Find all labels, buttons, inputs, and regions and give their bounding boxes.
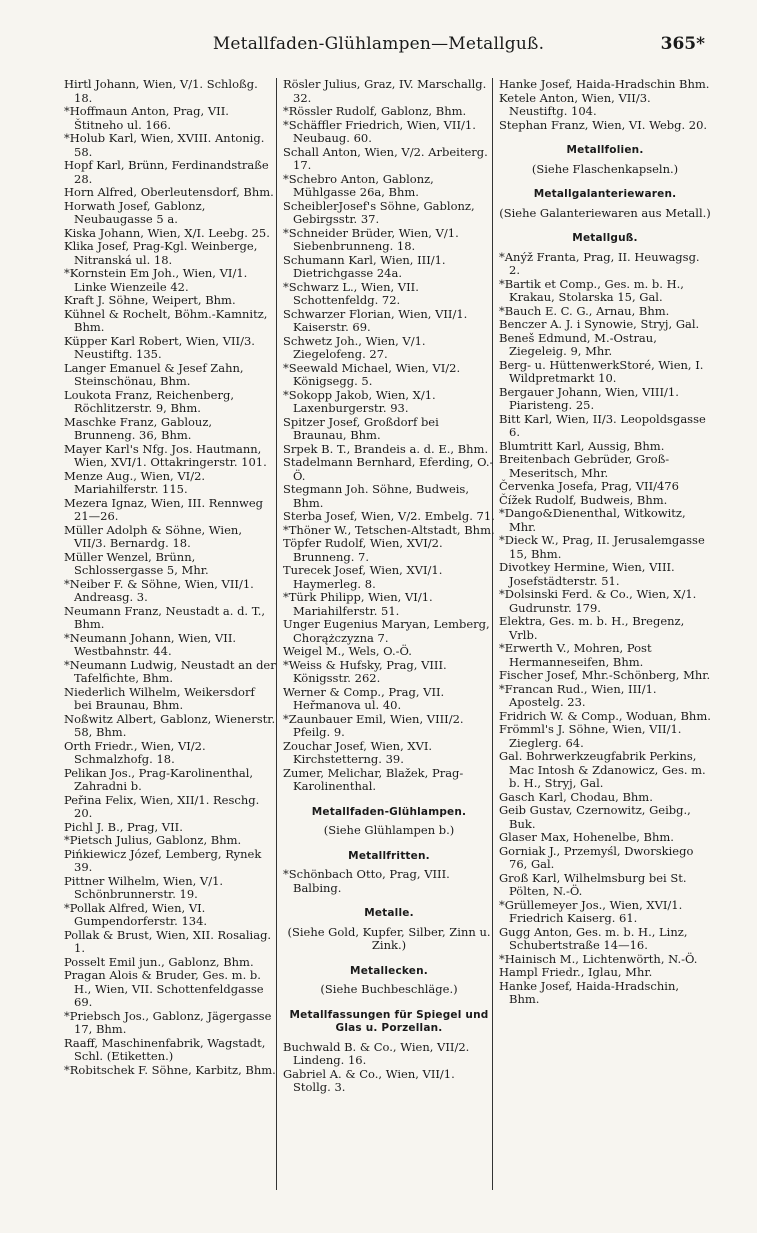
directory-entry: Pelikan Jos., Prag-Karolinenthal, Zahradni b. — [64, 765, 254, 793]
column-1 — [64, 78, 276, 1077]
directory-entry: Berg- u. HüttenwerkStoré, Wien, I. Wildpretmarkt 10. — [499, 357, 704, 385]
directory-entry: Pichl J. B., Prag, VII. — [64, 819, 183, 834]
directory-entry: Geib Gustav, Czernowitz, Geibg., Buk. — [499, 803, 691, 831]
directory-entry: *Bartik et Comp., Ges. m. b. H., Krakau, Stolarska 15, Gal. — [499, 276, 684, 304]
directory-entry: Maschke Franz, Gablouz, Brunneng. 36, Bhm. — [64, 414, 213, 442]
section-heading: Metallfritten. — [348, 849, 430, 862]
directory-entry: *Anýž Franta, Prag, II. Heuwagsg. 2. — [499, 249, 700, 277]
directory-entry: Müller Adolph & Söhne, Wien, VII/3. Bernardg. 18. — [64, 522, 242, 550]
directory-entry: Mayer Karl's Nfg. Jos. Hautmann, Wien, XVI/1. Ottakringerstr. 101. — [64, 441, 267, 469]
directory-entry: *Sokopp Jakob, Wien, X/1. Laxenburgerstr. 93. — [283, 387, 436, 415]
directory-entry: Divotkey Hermine, Wien, VIII. Josefstädterstr. 51. — [499, 560, 675, 588]
directory-entry: Schall Anton, Wien, V/2. Arbeiterg. 17. — [283, 144, 488, 172]
directory-entry: Kraft J. Söhne, Weipert, Bhm. — [64, 293, 236, 307]
cross-reference-note: (Siehe Glühlampen b.) — [323, 823, 455, 837]
directory-entry: Horn Alfred, Oberleutensdorf, Bhm. — [64, 185, 274, 199]
directory-entry: Müller Wenzel, Brünn, Schlossergasse 5, Mhr. — [64, 549, 209, 577]
directory-entry: Kühnel & Rochelt, Böhm.-Kamnitz, Bhm. — [64, 306, 268, 334]
directory-entry: *Schäffler Friedrich, Wien, VII/1. Neubaug. 60. — [283, 117, 476, 145]
directory-entry: Fischer Josef, Mhr.-Schönberg, Mhr. — [499, 668, 711, 682]
section-heading: Metallfassungen für Spiegel und Glas u. Porzellan. — [289, 1008, 489, 1034]
directory-entry: Čížek Rudolf, Budweis, Bhm. — [499, 492, 668, 507]
cross-reference-note: (Siehe Gold, Kupfer, Silber, Zinn u. Zink.) — [287, 924, 491, 952]
directory-entry: Stephan Franz, Wien, VI. Webg. 20. — [499, 117, 708, 132]
directory-entry: *Seewald Michael, Wien, VI/2. Königsegg. 5. — [283, 360, 461, 388]
cross-reference-note: (Siehe Galanteriewaren aus Metall.) — [499, 205, 711, 220]
directory-entry: Gabriel A. & Co., Wien, VII/1. Stollg. 3. — [283, 1066, 455, 1094]
directory-entry: *Dieck W., Prag, II. Jerusalemgasse 15, Bhm. — [499, 533, 705, 561]
directory-entry: Fridrich W. & Comp., Woduan, Bhm. — [499, 708, 711, 723]
directory-entry: Červenka Josefa, Prag, VII/476 — [499, 479, 679, 493]
directory-entry: Breitenbach Gebrüder, Groß-Meseritsch, Mhr. — [499, 452, 670, 480]
directory-entry: *Schwarz L., Wien, VII. Schottenfeldg. 72. — [283, 279, 419, 307]
section-heading: Metallecken. — [350, 964, 428, 977]
directory-entry: *Schneider Brüder, Wien, V/1. Siebenbrunneng. 18. — [283, 225, 459, 253]
directory-entry: Klika Josef, Prag-Kgl. Weinberge, Nitranská ul. 18. — [64, 239, 258, 267]
directory-entry: Menze Aug., Wien, VI/2. Mariahilferstr. 115. — [64, 468, 206, 496]
column-2 — [283, 78, 495, 1095]
directory-entry: Hanke Josef, Haida-Hradschin, Bhm. — [499, 978, 680, 1006]
directory-entry: *Francan Rud., Wien, III/1. Apostelg. 23. — [499, 681, 657, 709]
directory-entry: Frömml's J. Söhne, Wien, VII/1. Zieglerg. 64. — [499, 722, 682, 750]
directory-entry: Zumer, Melichar, Blažek, Prag-Karolinenthal. — [283, 765, 464, 793]
directory-entry: *Neumann Ludwig, Neustadt an der Tafelfichte, Bhm. — [64, 657, 276, 685]
directory-entry: Niederlich Wilhelm, Weikersdorf bei Braunau, Bhm. — [64, 684, 255, 712]
directory-entry: Gorniak J., Przemyśl, Dworskiego 76, Gal. — [499, 843, 694, 871]
directory-entry: Srpek B. T., Brandeis a. d. E., Bhm. — [283, 441, 489, 456]
directory-entry: Pragan Alois & Bruder, Ges. m. b. H., Wien, VII. Schottenfeldgasse 69. — [64, 968, 264, 1009]
section-heading: Metallfaden-Glühlampen. — [311, 805, 467, 818]
directory-entry: *Schebro Anton, Gablonz, Mühlgasse 26a, Bhm. — [283, 171, 434, 199]
directory-entry: Pittner Wilhelm, Wien, V/1. Schönbrunnerstr. 19. — [64, 873, 224, 901]
directory-entry: *Priebsch Jos., Gablonz, Jägergasse 17, Bhm. — [64, 1008, 272, 1036]
directory-entry: Kiska Johann, Wien, X/I. Leebg. 25. — [64, 225, 270, 240]
directory-entry: Weigel M., Wels, O.-Ö. — [283, 644, 412, 658]
directory-entry: Horwath Josef, Gablonz, Neubaugasse 5 a. — [64, 198, 206, 226]
directory-entry: Hopf Karl, Brünn, Ferdinandstraße 28. — [64, 158, 269, 186]
directory-entry: Neumann Franz, Neustadt a. d. T., Bhm. — [64, 603, 266, 631]
directory-entry: *Rössler Rudolf, Gablonz, Bhm. — [283, 104, 467, 118]
directory-entry: *Kornstein Em Joh., Wien, VI/1. Linke Wienzeile 42. — [64, 266, 248, 294]
directory-entry: Werner & Comp., Prag, VII. Heřmanova ul. 40. — [283, 684, 445, 712]
directory-entry: *Dolsinski Ferd. & Co., Wien, X/1. Gudrunstr. 179. — [499, 587, 697, 615]
directory-entry: *Schönbach Otto, Prag, VIII. Balbing. — [283, 867, 450, 895]
directory-entry: ScheiblerJosef's Söhne, Gablonz, Gebirgsstr. 37. — [283, 198, 475, 226]
directory-entry: *Pollak Alfred, Wien, VI. Gumpendorferstr. 134. — [64, 900, 208, 928]
directory-entry: Gal. Bohrwerkzeugfabrik Perkins, Mac Intosh & Zdanowicz, Ges. m. b. H., Stryj, Gal. — [499, 749, 706, 790]
directory-entry: Groß Karl, Wilhelmsburg bei St. Pölten, N.-Ö. — [499, 870, 687, 898]
directory-entry: Pińkiewicz Józef, Lemberg, Rynek 39. — [64, 846, 262, 874]
directory-entry: *Pietsch Julius, Gablonz, Bhm. — [64, 833, 242, 847]
directory-entry: *Neumann Johann, Wien, VII. Westbahnstr. 44. — [64, 630, 237, 658]
directory-entry: Hanke Josef, Haida-Hradschin Bhm. — [499, 77, 710, 91]
directory-entry: *Türk Philipp, Wien, VI/1. Mariahilferstr. 51. — [283, 590, 433, 618]
directory-entry: *Hoffmaun Anton, Prag, VII. Štitneho ul. 166. — [64, 104, 229, 132]
directory-entry: Turecek Josef, Wien, XVI/1. Haymerleg. 8. — [283, 563, 443, 591]
directory-entry: Beneš Edmund, M.-Ostrau, Ziegeleig. 9, Mhr. — [499, 330, 657, 358]
directory-entry: Gasch Karl, Chodau, Bhm. — [499, 789, 653, 804]
directory-entry: *Erwerth V., Mohren, Post Hermanneseifen, Bhm. — [499, 641, 652, 669]
directory-entry: Stadelmann Bernhard, Eferding, O.-Ö. — [283, 455, 494, 483]
directory-entry: *Bauch E. C. G., Arnau, Bhm. — [499, 303, 670, 318]
section-heading: Metalle. — [364, 907, 414, 919]
page-title: Metallfaden-Glühlampen—Metallguß. — [212, 34, 545, 54]
directory-entry: Noßwitz Albert, Gablonz, Wienerstr. 58, Bhm. — [64, 711, 276, 739]
directory-entry: Schwetz Joh., Wien, V/1. Ziegelofeng. 27. — [283, 333, 426, 361]
directory-entry: Unger Eugenius Maryan, Lemberg, Chorążczyzna 7. — [283, 617, 490, 645]
directory-entry: Peřina Felix, Wien, XII/1. Reschg. 20. — [64, 792, 260, 820]
directory-entry: Orth Friedr., Wien, VI/2. Schmalzhofg. 18. — [64, 738, 206, 766]
directory-entry: *Thöner W., Tetschen-Altstadt, Bhm. — [283, 522, 495, 537]
directory-entry: Ketele Anton, Wien, VII/3. Neustiftg. 104. — [499, 90, 651, 118]
directory-entry: Hirtl Johann, Wien, V/1. Schloßg. 18. — [64, 77, 258, 105]
directory-entry: *Holub Karl, Wien, XVIII. Antonig. 58. — [64, 131, 265, 159]
directory-entry: *Robitschek F. Söhne, Karbitz, Bhm. — [64, 1062, 276, 1077]
directory-entry: Küpper Karl Robert, Wien, VII/3. Neustiftg. 135. — [64, 333, 255, 361]
directory-entry: Elektra, Ges. m. b. H., Bregenz, Vrlb. — [499, 614, 685, 642]
directory-entry: Stegmann Joh. Söhne, Budweis, Bhm. — [283, 482, 469, 510]
cross-reference-note: (Siehe Buchbeschläge.) — [320, 982, 458, 996]
directory-entry: Spitzer Josef, Großdorf bei Braunau, Bhm. — [283, 414, 439, 442]
directory-entry: Blumtritt Karl, Aussig, Bhm. — [499, 438, 665, 453]
directory-entry: Schwarzer Florian, Wien, VII/1. Kaiserstr. 69. — [283, 306, 468, 334]
directory-entry: Benczer A. J. i Synowie, Stryj, Gal. — [499, 317, 700, 331]
directory-entry: *Hainisch M., Lichtenwörth, N.-Ö. — [499, 951, 698, 966]
cross-reference-note: (Siehe Flaschenkapseln.) — [531, 161, 679, 176]
column-3 — [499, 78, 711, 1007]
section-heading: Metallguß. — [572, 232, 638, 244]
directory-entry: Hampl Friedr., Iglau, Mhr. — [499, 965, 653, 979]
directory-entry: Rösler Julius, Graz, IV. Marschallg. 32. — [283, 77, 487, 105]
directory-entry: Gugg Anton, Ges. m. b. H., Linz, Schubertstraße 14—16. — [499, 924, 688, 952]
directory-entry: Bitt Karl, Wien, II/3. Leopoldsgasse 6. — [499, 411, 706, 439]
directory-entry: Raaff, Maschinenfabrik, Wagstadt, Schl. (Etiketten.) — [64, 1035, 266, 1063]
directory-entry: Töpfer Rudolf, Wien, XVI/2. Brunneng. 7. — [283, 536, 443, 564]
directory-entry: Posselt Emil jun., Gablonz, Bhm. — [64, 954, 254, 969]
column-divider — [276, 78, 277, 1190]
directory-entry: Sterba Josef, Wien, V/2. Embelg. 71. — [283, 509, 495, 523]
directory-entry: *Weiss & Hufsky, Prag, VIII. Königsstr. 262. — [283, 657, 447, 685]
section-heading: Metallgalanteriewaren. — [533, 188, 677, 200]
directory-entry: Schumann Karl, Wien, III/1. Dietrichgasse 24a. — [283, 252, 446, 280]
directory-entry: *Dango&Dienenthal, Witkowitz, Mhr. — [499, 506, 686, 534]
directory-entry: Loukota Franz, Reichenberg, Röchlitzerstr. 9, Bhm. — [64, 387, 234, 415]
directory-entry: Mezera Ignaz, Wien, III. Rennweg 21—26. — [64, 495, 264, 523]
directory-entry: *Grüllemeyer Jos., Wien, XVI/1. Friedrich Kaiserg. 61. — [499, 897, 683, 925]
directory-entry: Bergauer Johann, Wien, VIII/1. Piaristeng. 25. — [499, 384, 679, 412]
directory-entry: Buchwald B. & Co., Wien, VII/2. Lindeng. 16. — [283, 1039, 470, 1067]
directory-entry: Langer Emanuel & Jesef Zahn, Steinschönau, Bhm. — [64, 360, 244, 388]
directory-entry: Pollak & Brust, Wien, XII. Rosaliag. 1. — [64, 927, 272, 955]
section-heading: Metallfolien. — [566, 144, 644, 156]
directory-entry: *Zaunbauer Emil, Wien, VIII/2. Pfeilg. 9. — [283, 711, 464, 739]
directory-entry: *Neiber F. & Söhne, Wien, VII/1. Andreasg. 3. — [64, 576, 254, 604]
directory-entry: Zouchar Josef, Wien, XVI. Kirchstetterng. 39. — [283, 738, 433, 766]
page-number: 365* — [660, 34, 705, 54]
directory-entry: Glaser Max, Hohenelbe, Bhm. — [499, 830, 674, 844]
